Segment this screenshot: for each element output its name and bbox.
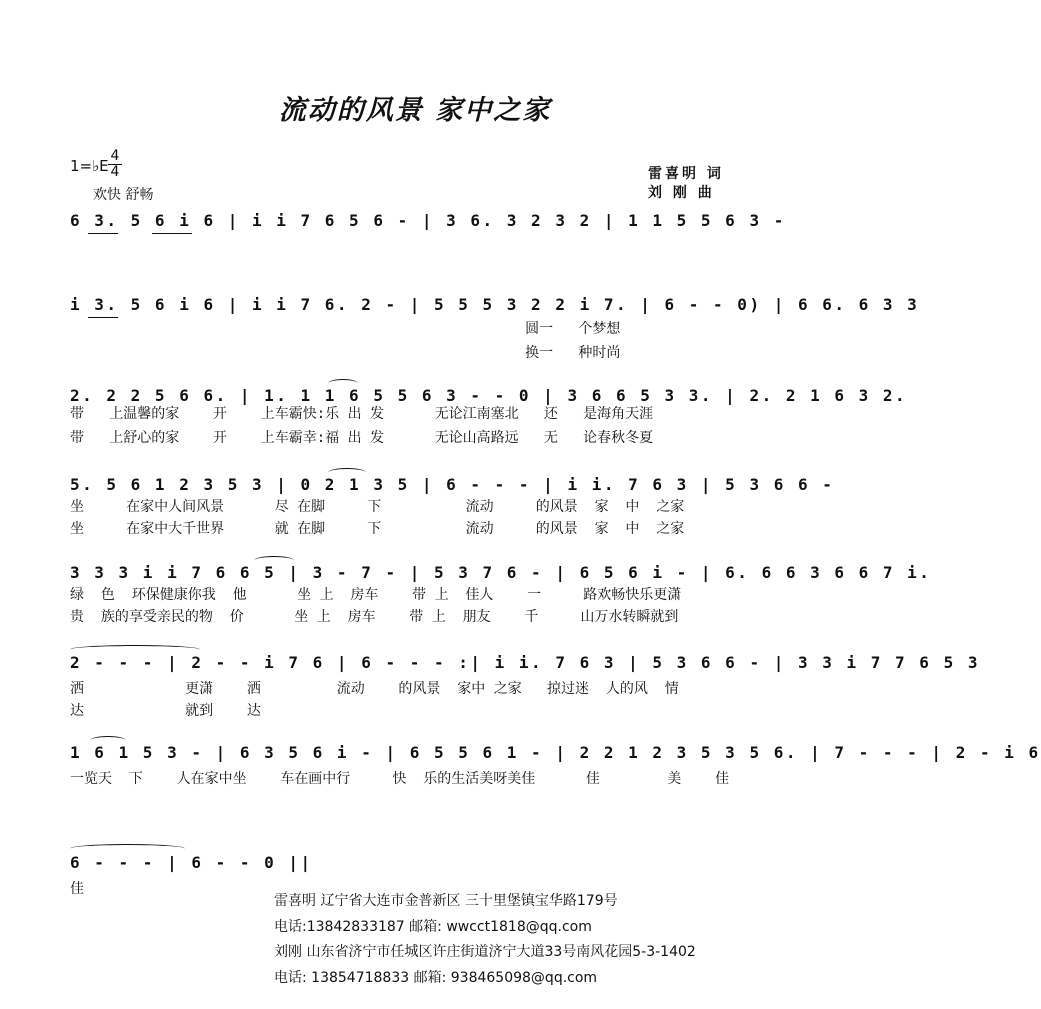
lyric-line-1: 一览天 下 人在家中坐 车在画中行 快 乐的生活美呀美佳 佳 美 佳 [70, 771, 730, 787]
lyric-line-1: 佳 [70, 881, 84, 897]
key-signature: 1=♭E [70, 157, 109, 175]
notation-line: 3 3 3 i i 7 6 6 5 | 3 - 7 - | 5 3 7 6 - | 6 5 6 i - | 6. 6 6 3 6 6 7 i. [70, 563, 932, 582]
footer-line-1: 雷喜明 辽宁省大连市金普新区 三十里堡镇宝华路179号 [274, 893, 618, 909]
lyric-line-1: 坐 在家中人间风景 尽 在脚 下 流动 的风景 家 中 之家 [70, 499, 685, 515]
footer-line-3: 刘刚 山东省济宁市任城区许庄街道济宁大道33号南风花园5-3-1402 [274, 944, 696, 960]
time-signature-top: 4 [110, 148, 120, 164]
notation-line: 6 - - - | 6 - - 0 || [70, 853, 313, 872]
time-signature [108, 149, 122, 180]
notation-line: i 3. 5 6 i 6 | i i 7 6. 2 - | 5 5 5 3 2 2 i 7. | 6 - - 0) | 6 6. 6 3 3 [70, 295, 920, 314]
song-title: 流动的风景 家中之家 [278, 95, 552, 126]
lyric-line-1: 绿 色 环保健康你我 他 坐 上 房车 带 上 佳人 一 路欢畅快乐更潇 [70, 587, 682, 603]
lyricist-credit: 雷喜明 词 [648, 166, 724, 182]
lyric-line-2: 换一 种时尚 [70, 345, 621, 361]
lyric-line-2: 达 就到 达 [70, 703, 261, 719]
lyric-line-1: 圆一 个梦想 [70, 321, 621, 337]
tempo-marking: 欢快 舒畅 [93, 187, 154, 203]
footer-line-4: 电话: 13854718833 邮箱: 938465098@qq.com [274, 970, 598, 986]
notation-line: 1 6 1 5 3 - | 6 3 5 6 i - | 6 5 5 6 1 - | 2 2 1 2 3 5 3 5 6. | 7 - - - | 2 - i 6 [70, 743, 1041, 762]
notation-line: 2. 2 2 5 6 6. | 1. 1 1 6 5 5 6 3 - - 0 | 3 6 6 5 3 3. | 2. 2 1 6 3 2. [70, 386, 908, 405]
lyric-line-1: 带 上温馨的家 开 上车霸快:乐 出 发 无论江南塞北 还 是海角天涯 [70, 406, 654, 422]
lyric-line-1: 洒 更潇 洒 流动 的风景 家中 之家 掠过迷 人的风 情 [70, 681, 679, 697]
lyric-line-2: 带 上舒心的家 开 上车霸幸:福 出 发 无论山高路远 无 论春秋冬夏 [70, 430, 654, 446]
time-signature-bottom: 4 [108, 164, 122, 180]
composer-credit: 刘 刚 曲 [648, 185, 715, 201]
lyric-line-2: 坐 在家中大千世界 就 在脚 下 流动 的风景 家 中 之家 [70, 521, 685, 537]
notation-line: 5. 5 6 1 2 3 5 3 | 0 2 1 3 5 | 6 - - - | i i. 7 6 3 | 5 3 6 6 - [70, 475, 835, 494]
notation-line: 6 3. 5 6 i 6 | i i 7 6 5 6 - | 3 6. 3 2 3 2 | 1 1 5 5 6 3 - [70, 211, 786, 230]
lyric-line-2: 贵 族的享受亲民的物 价 坐 上 房车 带 上 朋友 千 山万水转瞬就到 [70, 609, 679, 625]
footer-line-2: 电话:13842833187 邮箱: wwcct1818@qq.com [274, 919, 592, 935]
notation-line: 2 - - - | 2 - - i 7 6 | 6 - - - :| i i. 7 6 3 | 5 3 6 6 - | 3 3 i 7 7 6 5 3 [70, 653, 980, 672]
